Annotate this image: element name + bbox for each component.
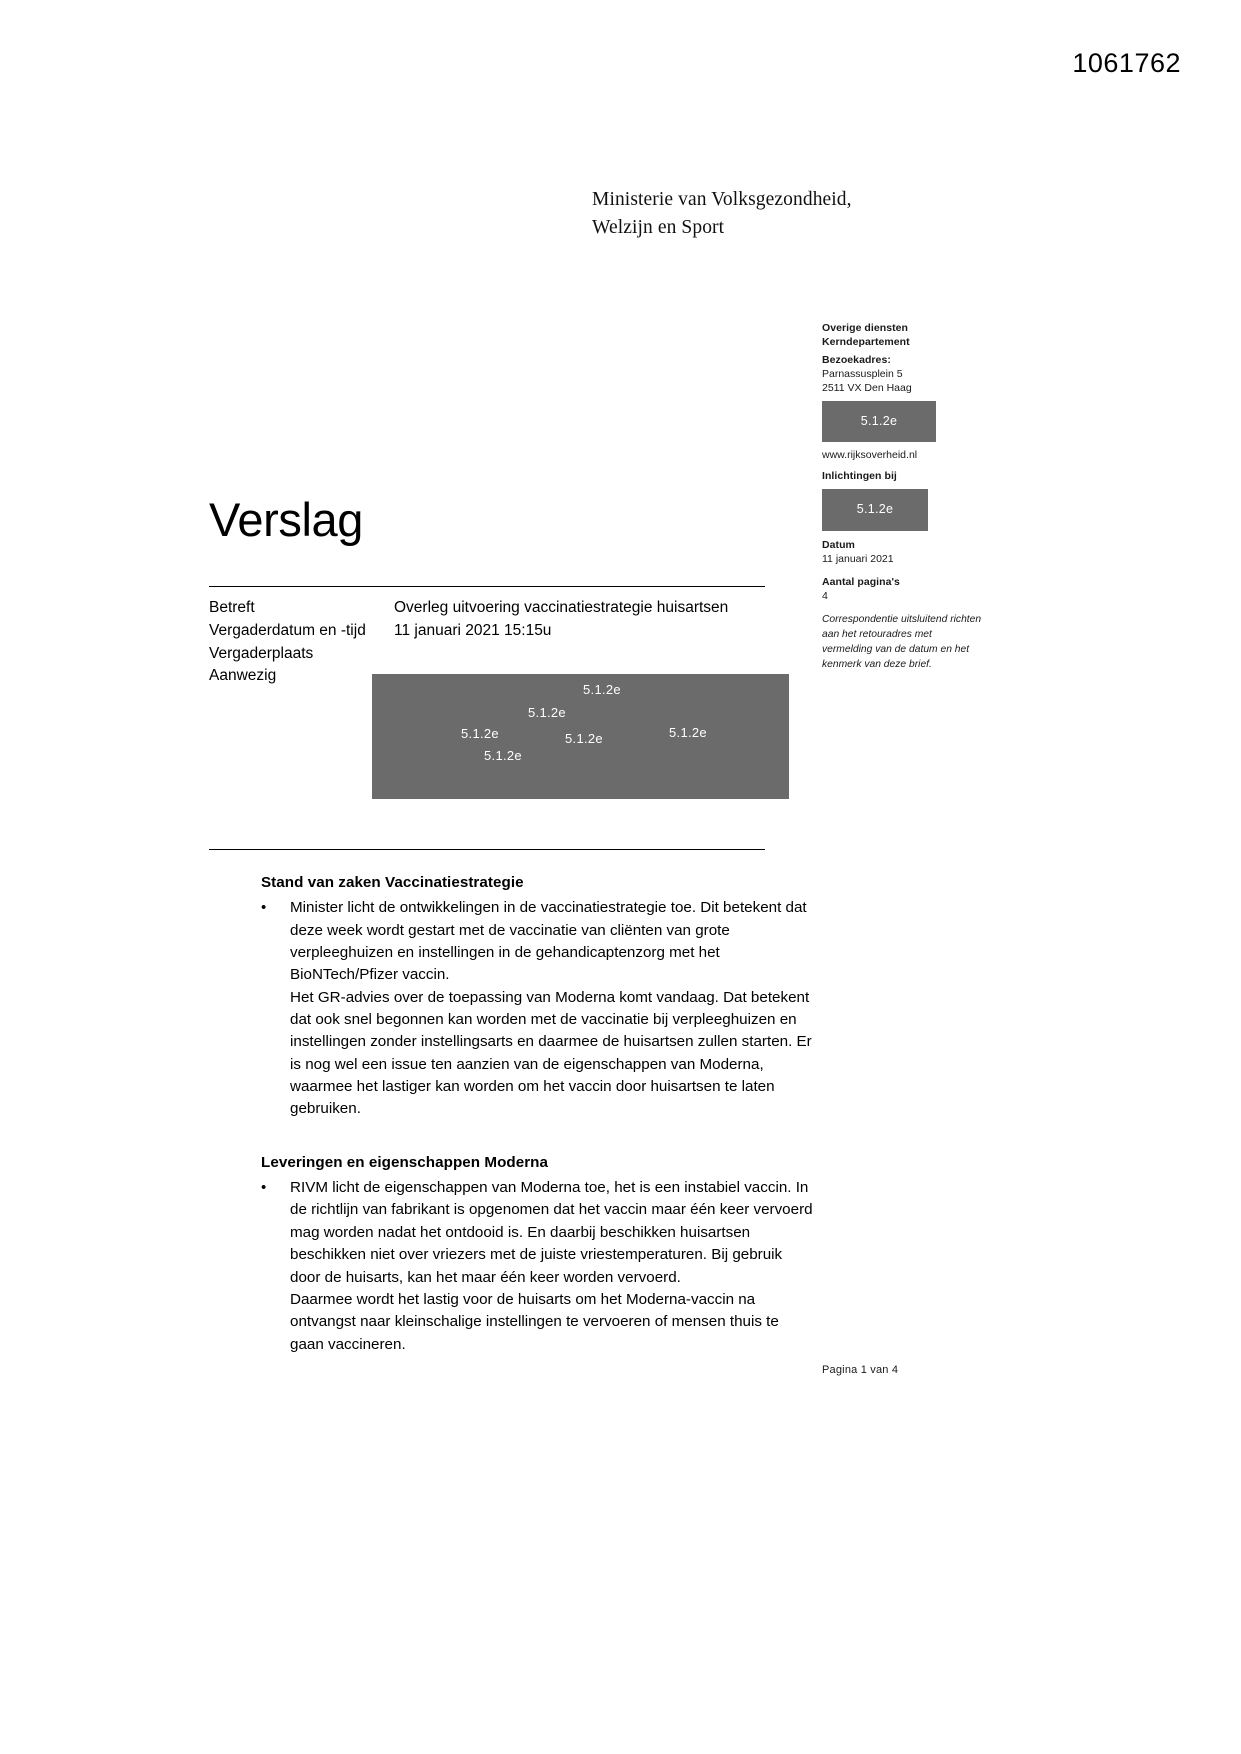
visit-address-city: 2511 VX Den Haag: [822, 381, 912, 394]
redacted-attendee-3: 5.1.2e: [461, 726, 499, 741]
paragraph: Het GR-advies over de toepassing van Moderna komt vandaag. Dat betekent dat ook snel begonnen kan worden met de vaccinatie bij verpleeghuizen en instellingen zonder instellingsarts en daarmee de huisartsen zullen starten. Er is nog wel een issue ten aanzien van de eigenschappen van Moderna, waarmee het lastiger kan worden om het vaccin door huisartsen te laten gebruiken.: [290, 988, 812, 1118]
section-heading: Stand van zaken Vaccinatiestrategie: [261, 874, 524, 891]
attendees-redaction-panel: [372, 674, 789, 799]
attendees-label: Aanwezig: [209, 667, 277, 685]
date-value: 11 januari 2021: [822, 552, 894, 565]
meeting-datetime-label: Vergaderdatum en -tijd: [209, 621, 366, 639]
page-count-value: 4: [822, 589, 828, 602]
correspondence-note: Correspondentie uitsluitend richten aan het retouradres met vermelding van de datum en het kenmerk van deze brief.: [822, 613, 982, 670]
page-footer: Pagina 1 van 4: [822, 1364, 899, 1376]
document-number: 1061762: [1072, 48, 1181, 78]
redacted-phone-box: 5.1.2e: [822, 401, 936, 443]
department-block: [822, 322, 982, 350]
visit-address-block: [822, 354, 982, 396]
website-line: www.rijksoverheid.nl: [822, 449, 918, 462]
paragraph: RIVM licht de eigenschappen van Moderna toe, het is een instabiel vaccin. In de richtlijn van fabrikant is opgenomen dat het vaccin maar één keer vervoerd mag worden nadat het ontdooid is. En daarbij beschikken huisartsen beschikken niet over vriezers met de juiste vriestemperaturen. Bij gebruik door de huisarts, kan het maar één keer worden vervoerd.: [290, 1179, 813, 1286]
page-count-block: [822, 576, 982, 604]
field-row-datum: [209, 620, 769, 643]
ministry-line-1: Ministerie van Volksgezondheid,: [592, 189, 852, 210]
body-section: [261, 1152, 813, 1356]
bullet-text: [290, 897, 813, 1120]
body-section: [261, 872, 813, 1121]
meeting-place-label: Vergaderplaats: [209, 644, 314, 662]
redacted-attendee-1: 5.1.2e: [583, 682, 621, 697]
ministry-wordmark: [592, 186, 852, 241]
document-body: [261, 872, 813, 1387]
bullet-icon: •: [261, 1179, 267, 1197]
bullet-icon: •: [261, 899, 267, 917]
redacted-attendee-4: 5.1.2e: [565, 731, 603, 746]
bullet-item: [261, 897, 813, 1120]
divider-bottom: [209, 849, 765, 850]
meeting-datetime-value: 11 januari 2021 15:15u: [394, 621, 552, 639]
bullet-text: [290, 1177, 813, 1356]
visit-address-street: Parnassusplein 5: [822, 367, 903, 380]
redacted-attendee-2: 5.1.2e: [528, 705, 566, 720]
date-label: Datum: [822, 538, 855, 551]
betreft-label: Betreft: [209, 599, 255, 616]
field-row-betreft: [209, 597, 769, 620]
meta-column: [822, 322, 982, 672]
department-line-1: Overige diensten: [822, 322, 908, 334]
paragraph: Minister licht de ontwikkelingen in de vaccinatiestrategie toe. Dit betekent dat deze week wordt gestart met de vaccinatie van cliënten van grote verpleeghuizen en instellingen in de gehandicaptenzorg met het BioNTech/Pfizer vaccin.: [290, 899, 807, 984]
info-contact-label: Inlichtingen bij: [822, 470, 897, 483]
redacted-contact-box: 5.1.2e: [822, 489, 928, 531]
field-row-plaats: [209, 643, 769, 666]
page-title: Verslag: [209, 493, 363, 546]
redacted-attendee-6: 5.1.2e: [484, 748, 522, 763]
visit-address-label: Bezoekadres:: [822, 353, 891, 366]
ministry-line-2: Welzijn en Sport: [592, 216, 725, 238]
betreft-value: Overleg uitvoering vaccinatiestrategie huisartsen: [394, 599, 729, 616]
paragraph: Daarmee wordt het lastig voor de huisarts om het Moderna-vaccin na ontvangst naar kleinschalige instellingen te vervoeren of mensen thuis te gaan vaccineren.: [290, 1290, 779, 1353]
date-block: [822, 539, 982, 567]
department-line-2: Kerndepartement: [822, 335, 910, 348]
divider-top: [209, 586, 765, 587]
redacted-attendee-5: 5.1.2e: [669, 725, 707, 740]
bullet-item: [261, 1177, 813, 1356]
page-count-label: Aantal pagina's: [822, 575, 900, 588]
section-heading: Leveringen en eigenschappen Moderna: [261, 1153, 549, 1171]
